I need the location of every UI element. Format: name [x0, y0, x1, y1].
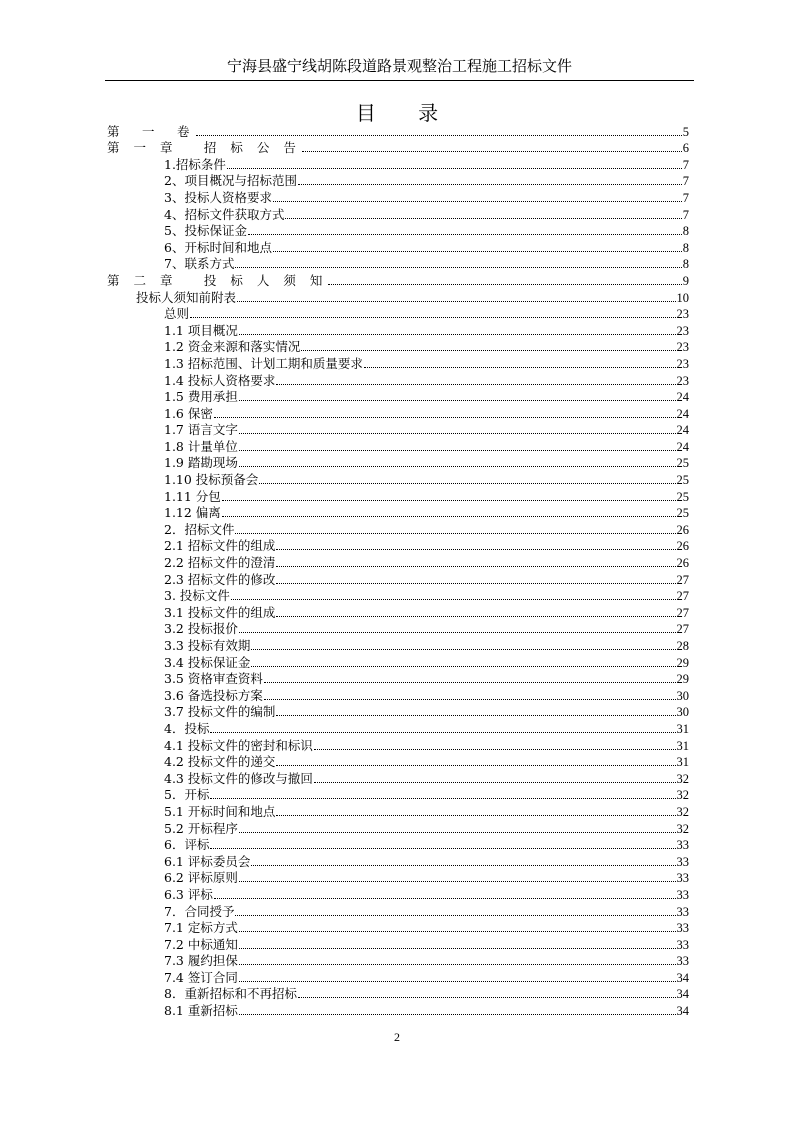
- toc-dot-leader: [210, 848, 675, 849]
- toc-entry[interactable]: [107, 371, 689, 388]
- toc-entry-label: 1.5 费用承担: [164, 389, 238, 405]
- toc-entry-label: 4．投标: [164, 720, 210, 736]
- toc-entry[interactable]: [107, 520, 689, 537]
- toc-dot-leader: [276, 583, 675, 584]
- toc-entry-page: 7: [682, 190, 689, 205]
- toc-dot-leader: [264, 682, 676, 683]
- toc-entry-page: 32: [676, 788, 689, 803]
- toc-entry-page: 23: [676, 323, 689, 338]
- toc-entry[interactable]: [107, 985, 689, 1002]
- toc-entry-label: 2．招标文件: [164, 521, 235, 537]
- toc-entry-label: 7.4 签订合同: [164, 969, 238, 985]
- toc-entry-page: 26: [676, 556, 689, 571]
- toc-entry-page: 32: [676, 771, 689, 786]
- toc-dot-leader: [214, 417, 676, 418]
- toc-entry-page: 31: [676, 738, 689, 753]
- toc-dot-leader: [239, 400, 676, 401]
- toc-entry-label: 1.8 计量单位: [164, 438, 238, 454]
- toc-entry-page: 31: [676, 721, 689, 736]
- toc-entry[interactable]: [107, 205, 689, 222]
- toc-entry[interactable]: [107, 537, 689, 554]
- toc-entry-label: 2.2 招标文件的澄清: [164, 555, 276, 571]
- toc-entry-page: 25: [676, 456, 689, 471]
- toc-dot-leader: [231, 599, 676, 600]
- toc-dot-leader: [276, 566, 675, 567]
- toc-entry[interactable]: [107, 753, 689, 770]
- toc-entry-page: 24: [676, 406, 689, 421]
- toc-entry-page: 27: [676, 572, 689, 587]
- toc-entry-label: 6.2 评标原则: [164, 870, 238, 886]
- toc-entry-page: 33: [676, 838, 689, 853]
- toc-entry-page: 23: [676, 307, 689, 322]
- toc-entry-page: 25: [676, 489, 689, 504]
- toc-entry-label: 3、投标人资格要求: [164, 189, 272, 205]
- toc-entry[interactable]: [107, 388, 689, 405]
- toc-entry[interactable]: [107, 703, 689, 720]
- toc-entry-label: 7、联系方式: [164, 256, 235, 272]
- toc-dot-leader: [239, 1014, 676, 1015]
- toc-entry-page: 23: [676, 356, 689, 371]
- toc-entry-label: 3.1 投标文件的组成: [164, 604, 276, 620]
- toc-entry-label: 1.10 投标预备会: [164, 472, 259, 488]
- toc-entry-page: 6: [682, 141, 689, 156]
- toc-dot-leader: [222, 516, 676, 517]
- toc-dot-leader: [251, 666, 675, 667]
- toc-dot-leader: [298, 184, 682, 185]
- toc-dot-leader: [227, 168, 682, 169]
- toc-entry-page: 33: [676, 921, 689, 936]
- toc-entry-label: 2、项目概况与招标范围: [164, 173, 297, 189]
- toc-entry-page: 29: [676, 655, 689, 670]
- toc-entry[interactable]: [107, 636, 689, 653]
- toc-entry[interactable]: [107, 354, 689, 371]
- toc-dot-leader: [276, 715, 675, 716]
- toc-entry-page: 30: [676, 705, 689, 720]
- toc-entry[interactable]: [107, 305, 689, 322]
- toc-entry-label: 5.1 开标时间和地点: [164, 803, 276, 819]
- toc-entry[interactable]: [107, 786, 689, 803]
- toc-entry-label: 6.1 评标委员会: [164, 853, 251, 869]
- toc-dot-leader: [264, 699, 676, 700]
- toc-entry[interactable]: [107, 454, 689, 471]
- toc-entry-label: 3.7 投标文件的编制: [164, 704, 276, 720]
- toc-entry-label: 3.6 备选投标方案: [164, 687, 263, 703]
- toc-entry-label: 4.1 投标文件的密封和标识: [164, 737, 313, 753]
- toc-entry[interactable]: [107, 852, 689, 869]
- toc-entry-label: 4.3 投标文件的修改与撤回: [164, 770, 313, 786]
- toc-entry-label: 1.6 保密: [164, 405, 213, 421]
- toc-entry-label: 4.2 投标文件的递交: [164, 754, 276, 770]
- toc-dot-leader: [364, 367, 676, 368]
- toc-title-char: 目: [355, 101, 376, 125]
- toc-entry-page: 30: [676, 688, 689, 703]
- toc-dot-leader: [285, 218, 681, 219]
- toc-entry[interactable]: [107, 139, 689, 156]
- toc-entry-page: 24: [676, 390, 689, 405]
- toc-dot-leader: [235, 267, 681, 268]
- toc-entry-page: 26: [676, 539, 689, 554]
- toc-entry[interactable]: [107, 802, 689, 819]
- toc-entry[interactable]: [107, 404, 689, 421]
- toc-dot-leader: [328, 284, 681, 285]
- toc-entry-label: 1.招标条件: [164, 156, 226, 172]
- toc-entry[interactable]: [107, 819, 689, 836]
- toc-dot-leader: [259, 483, 675, 484]
- toc-entry-label: 6．评标: [164, 837, 210, 853]
- toc-entry-label: 总则: [164, 306, 190, 322]
- toc-dot-leader: [239, 931, 676, 932]
- toc-dot-leader: [302, 151, 682, 152]
- toc-entry-label: 1.3 招标范围、计划工期和质量要求: [164, 355, 363, 371]
- toc-entry-page: 34: [676, 1004, 689, 1019]
- toc-entry[interactable]: [107, 288, 689, 305]
- toc-dot-leader: [235, 915, 675, 916]
- toc-entry-page: 7: [682, 157, 689, 172]
- toc-entry-page: 34: [676, 987, 689, 1002]
- toc-entry[interactable]: [107, 470, 689, 487]
- toc-entry-page: 8: [682, 240, 689, 255]
- toc-dot-leader: [239, 981, 676, 982]
- toc-entry[interactable]: [107, 172, 689, 189]
- toc-entry-label: 1.11 分包: [164, 488, 221, 504]
- toc-dot-leader: [239, 964, 676, 965]
- toc-entry-label: 3.4 投标保证金: [164, 654, 251, 670]
- toc-entry[interactable]: [107, 620, 689, 637]
- toc-entry[interactable]: [107, 321, 689, 338]
- toc-dot-leader: [239, 881, 676, 882]
- toc-entry-page: 8: [682, 224, 689, 239]
- toc-entry-page: 33: [676, 904, 689, 919]
- toc-entry-label: 3.3 投标有效期: [164, 638, 251, 653]
- toc-entry-page: 33: [676, 854, 689, 869]
- toc-entry-page: 29: [676, 672, 689, 687]
- toc-entry-page: 32: [676, 804, 689, 819]
- toc-entry[interactable]: [107, 570, 689, 587]
- toc-entry[interactable]: [107, 188, 689, 205]
- toc-entry[interactable]: [107, 719, 689, 736]
- toc-entry-label: 6、开标时间和地点: [164, 239, 272, 255]
- toc-dot-leader: [251, 649, 675, 650]
- toc-entry[interactable]: [107, 902, 689, 919]
- toc-dot-leader: [314, 749, 676, 750]
- toc-entry[interactable]: [107, 935, 689, 952]
- toc-entry-page: 5: [682, 124, 689, 139]
- toc-entry-page: 24: [676, 439, 689, 454]
- toc-entry-page: 27: [676, 589, 689, 604]
- toc-entry[interactable]: [107, 587, 689, 604]
- toc-entry-label: 第 二 章 投 标 人 须 知: [107, 272, 328, 288]
- toc-dot-leader: [276, 384, 675, 385]
- toc-entry-page: 33: [676, 937, 689, 952]
- toc-entry-label: 1.1 项目概况: [164, 322, 238, 338]
- toc-entry-page: 9: [682, 273, 689, 288]
- toc-entry[interactable]: [107, 736, 689, 753]
- toc-dot-leader: [248, 234, 682, 235]
- toc-entry-label: 4、招标文件获取方式: [164, 206, 285, 222]
- toc-entry[interactable]: [107, 553, 689, 570]
- toc-entry[interactable]: [107, 487, 689, 504]
- toc-entry-label: 1.7 语言文字: [164, 422, 238, 438]
- toc-entry-label: 2.1 招标文件的组成: [164, 538, 276, 554]
- page-number: 2: [394, 1030, 400, 1044]
- toc-entry-label: 8．重新招标和不再招标: [164, 986, 297, 1002]
- toc-entry-page: 34: [676, 970, 689, 985]
- toc-entry[interactable]: [107, 504, 689, 521]
- toc-entry-label: 1.9 踏勘现场: [164, 455, 238, 471]
- toc-entry-page: 32: [676, 821, 689, 836]
- toc-entry-page: 33: [676, 954, 689, 969]
- toc-entry-label: 5．开标: [164, 787, 210, 803]
- toc-entry-page: 7: [682, 207, 689, 222]
- toc-dot-leader: [298, 997, 676, 998]
- toc-entry-page: 8: [682, 257, 689, 272]
- toc-entry[interactable]: [107, 952, 689, 969]
- toc-entry-label: 7．合同授予: [164, 903, 235, 919]
- toc-dot-leader: [239, 466, 676, 467]
- toc-entry[interactable]: [107, 670, 689, 687]
- toc-dot-leader: [314, 782, 676, 783]
- toc-entry[interactable]: [107, 968, 689, 985]
- toc-dot-leader: [235, 533, 675, 534]
- toc-entry-page: 26: [676, 522, 689, 537]
- toc-dot-leader: [273, 201, 682, 202]
- header-divider: [105, 80, 694, 81]
- toc-entry-page: 10: [676, 290, 689, 305]
- toc-entry-label: 5.2 开标程序: [164, 820, 238, 836]
- toc-entry-page: 33: [676, 887, 689, 902]
- toc-dot-leader: [276, 616, 675, 617]
- toc-entry[interactable]: [107, 769, 689, 786]
- toc-entry-label: 1.4 投标人资格要求: [164, 372, 276, 388]
- toc-dot-leader: [210, 732, 675, 733]
- toc-dot-leader: [239, 832, 676, 833]
- toc-dot-leader: [190, 317, 675, 318]
- toc-dot-leader: [222, 500, 676, 501]
- toc-entry-page: 25: [676, 506, 689, 521]
- toc-entry[interactable]: [107, 653, 689, 670]
- toc-entry[interactable]: [107, 421, 689, 438]
- toc-entry[interactable]: [107, 437, 689, 454]
- toc-entry[interactable]: [107, 1001, 689, 1018]
- toc-entry-page: 23: [676, 373, 689, 388]
- toc-dot-leader: [301, 350, 675, 351]
- toc-entry-label: 投标人须知前附表: [136, 289, 237, 305]
- toc-entry-label: 7.2 中标通知: [164, 936, 238, 952]
- toc-entry-label: 第 一 章 招 标 公 告: [107, 140, 301, 156]
- toc-entry[interactable]: [107, 885, 689, 902]
- toc-entry[interactable]: [107, 869, 689, 886]
- toc-entry-label: 8.1 重新招标: [164, 1003, 238, 1019]
- toc-entry-label: 7.3 履约担保: [164, 953, 238, 969]
- toc-entry[interactable]: [107, 836, 689, 853]
- toc-entry-label: 5、投标保证金: [164, 223, 247, 239]
- toc-entry-page: 7: [682, 174, 689, 189]
- toc-entry-label: 7.1 定标方式: [164, 920, 238, 936]
- toc-entry-label: 2.3 招标文件的修改: [164, 571, 276, 587]
- toc-entry-label: 1.12 偏离: [164, 505, 221, 521]
- toc-entry-page: 33: [676, 871, 689, 886]
- toc-entry-label: 1.2 资金来源和落实情况: [164, 339, 301, 355]
- toc-dot-leader: [210, 798, 675, 799]
- toc-entry[interactable]: [107, 686, 689, 703]
- toc-title-char: 录: [418, 101, 439, 125]
- document-header: 宁海县盛宁线胡陈段道路景观整治工程施工招标文件: [226, 57, 572, 75]
- toc-entry-page: 27: [676, 622, 689, 637]
- toc-entry-label: 第 一 卷: [107, 123, 195, 139]
- toc-entry-label: 3.2 投标报价: [164, 621, 238, 637]
- toc-entry[interactable]: [107, 919, 689, 936]
- toc-dot-leader: [273, 251, 682, 252]
- toc-dot-leader: [239, 948, 676, 949]
- toc-entry[interactable]: [107, 603, 689, 620]
- toc-dot-leader: [276, 815, 675, 816]
- toc-dot-leader: [239, 632, 676, 633]
- toc-entry[interactable]: [107, 338, 689, 355]
- toc-entry-page: 23: [676, 340, 689, 355]
- toc-dot-leader: [276, 549, 675, 550]
- toc-dot-leader: [251, 865, 675, 866]
- toc-entry[interactable]: [107, 155, 689, 172]
- toc-dot-leader: [239, 450, 676, 451]
- toc-entry-page: 27: [676, 605, 689, 620]
- toc-entry-label: 3.5 资格审查资料: [164, 671, 263, 687]
- toc-entry-page: 31: [676, 755, 689, 770]
- toc-entry-label: 3. 投标文件: [164, 588, 230, 604]
- toc-dot-leader: [239, 433, 676, 434]
- toc-dot-leader: [196, 135, 682, 136]
- toc-entry[interactable]: [107, 122, 689, 139]
- toc-dot-leader: [214, 898, 676, 899]
- toc-entry[interactable]: [107, 222, 689, 239]
- toc-entry-page: 28: [676, 639, 689, 653]
- toc-dot-leader: [239, 334, 676, 335]
- toc-entry[interactable]: [107, 255, 689, 272]
- toc-dot-leader: [276, 765, 675, 766]
- toc-entry-label: 6.3 评标: [164, 886, 213, 902]
- toc-entry[interactable]: [107, 238, 689, 255]
- table-of-contents: [107, 122, 689, 1018]
- toc-entry-page: 25: [676, 473, 689, 488]
- toc-dot-leader: [237, 301, 675, 302]
- toc-entry-page: 24: [676, 423, 689, 438]
- toc-entry[interactable]: [107, 271, 689, 288]
